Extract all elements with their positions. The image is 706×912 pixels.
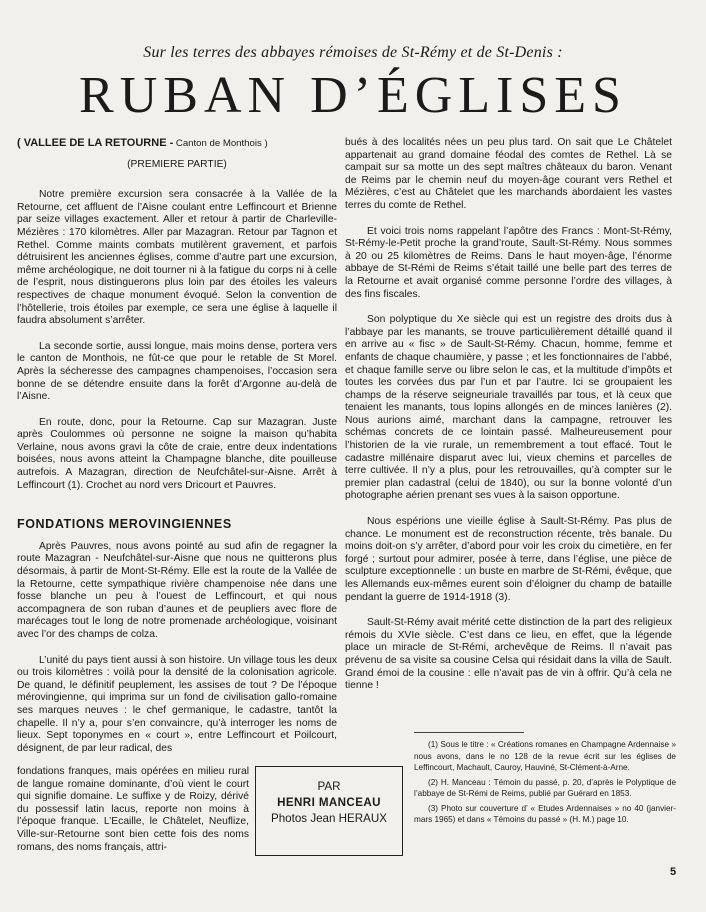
left-column	[17, 137, 337, 755]
article-title: RUBAN D’ÉGLISES	[79, 67, 627, 124]
left-paragraph-4: Après Pauvres, nous avons pointé au sud afin de regagner la route Mazagran - Neufchâtel-sur-Aisne que nous ne quitterons plus désormais, à partir de Mont-St-Rémy. Elle est la route de la Vallée de la Retourne, cette sympathique rivière champenoise née dans une fosse blanche un peu à l’ouest de Leffincourt, et qui nous accompagnera de son ruban d’aunes et de peupliers avec flore de marécages tout le long de notre promenade archéologique, voisinant avec l’or des champs de colza.	[17, 540, 337, 640]
left-paragraph-2: La seconde sortie, aussi longue, mais moins dense, portera vers le canton de Monthois, ne fût-ce que pour le retable de St Morel. Après la sécheresse des campagnes champenoises, l’occasion sera bonne de se détendre ensuite dans la forêt d’Argonne au-delà de l’Aisne.	[17, 340, 337, 403]
byline-box	[255, 766, 403, 856]
footnotes	[414, 732, 676, 829]
left-paragraph-3: En route, donc, pour la Retourne. Cap sur Mazagran. Juste après Coulommes où personne ne soigne la maison qu’habita Verlaine, nous avons gravi la côte de craie, entre deux indentations boisées, nous avons atteint la Champagne blanche, dite pouilleuse autrefois. A Mazagran, direction de Neufchâtel-sur-Aisne. Arrêt à Leffincourt (1). Crochet au nord vers Dricourt et Pauvres.	[17, 416, 337, 491]
section-heading-sub: Canton de Monthois )	[173, 138, 268, 149]
byline-par: PAR	[317, 780, 341, 793]
footnote-2: (2) H. Manceau : Témoin du passé, p. 20, d’après le Polyptique de l’abbaye de St-Rémi de Reims, publié par Guérard en 1853.	[414, 777, 676, 798]
subheading-fondations: FONDATIONS MEROVINGIENNES	[17, 517, 232, 532]
footnote-1: (1) Sous le titre : « Créations romanes en Champagne Ardennaise » nous avons, dans le no 128 de la revue écrit sur les églises de Leffincourt, Machault, Cauroy, Hauviné, St-Clément-à-Arne.	[414, 740, 676, 772]
section-heading-main: ( VALLEE DE LA RETOURNE -	[17, 137, 174, 149]
right-paragraph-4: Nous espérions une vieille église à Sault-St-Rémy. Pas plus de chance. Le monument est de reconstruction récente, très banale. Du moins doit-on s’y arrêter, d’abord pour voir les croix du cimetière, en fer forgé ; surtout pour admirer, posée à terre, dans l’église, une pièce de sculpture exceptionnelle : un buste en marbre de St-Rémi, évêque, que les Allemands eux-mêmes eurent soin d’éloigner du champ de bataille pendant la guerre de 1914-1918 (3).	[345, 516, 672, 603]
left-paragraph-1: Notre première excursion sera consacrée à la Vallée de la Retourne, cet affluent de l’Aisne coulant entre Leffincourt et Brienne par seize villages exactement. Aller et retour à partir de Charleville-Mézières : 170 kilomètres. Aller par Mazagran. Retour par Tagnon et Rethel. Comme maints combats mutilèrent gravement, et parfois détruisirent les anciennes églises, comme d’autre part une excursion, même archéologique, ne doit tourner ni à la fatigue du corps ni à celle de l’esprit, nous distinguerons plus loin par des étoiles les valeurs respectives de chaque monument évoqué. Selon la convention de l’hôtellerie, trois étoiles par exemple, ce sera une église à laquelle il faudra absolument s’arrêter.	[17, 189, 337, 327]
right-paragraph-2: Et voici trois noms rappelant l’apôtre des Francs : Mont-St-Rémy, St-Rémy-le-Petit proche la grand’route, Sault-St-Rémy. Nous sommes à 20 ou 25 kilomètres de Reims. Dans le haut moyen-âge, l’énorme abbaye de St-Rémi de Reims s’était taillé une belle part des terres de la Retourne et avait organisé comme personne l’ordre des villages, à des fins fiscales.	[345, 225, 672, 300]
right-paragraph-3: Son polyptique du Xe siècle qui est un registre des droits dus à l’abbaye par les manants, se trouve particulièrement détaillé quand il en arrive au « fisc » de Sault-St-Rémy. Chacun, homme, femme et enfants de chaque chaumière, y passe ; et les fonctionnaires de l’abbé, et chaque famille serve ou libre selon le cas, et la multitude d’impôts et toutes les corvées dus par l’un et par l’autre. Ici se groupaient les champs de la réserve seigneuriale travaillés par tous, et là ceux que tenaient les manants, tous lopins allongés en de minces lanières (2). Nous aurions aimé, marchant dans la campagne, retrouver les schémas concrets de ce lointain passé. Malheureusement pour l’historien de la vie rurale, un remembrement a tout effacé. Tout le cadastre millénaire disparut avec lui, vieux chemins et parcelles de terre cultivée. Il n’y a plus, pour les retrouvailles, qu’à compter sur le premier plan cadastral (celui de 1840), ou sur la bonne volonté d’un photographe aérien prenant ses vues à la saison opportune.	[345, 314, 672, 502]
left-paragraph-5: L’unité du pays tient aussi à son histoire. Un village tous les deux ou trois kilomètres : voilà pour la densité de la colonisation agricole. De quand, le définitif peuplement, les assises de tout ? De l’époque mérovingienne, qui imprima sur un fond de civilisation gallo-romaine ses marques neuves : le chef germanique, le cadastre, tantôt la chapelle. Il n’y a, pour s’en convaincre, qu’à interroger les noms de lieux. Sept toponymes en « court », entre Leffincourt et Poilcourt, désignent, de par leur radical, des	[17, 654, 337, 754]
right-paragraph-5: Sault-St-Rémy avait mérité cette distinction de la part des religieux rémois du XVIe siècle. C’est dans ce lieu, en effet, que la légende place un miracle de St-Rémi, archevêque de Reims. Il n’avait pas prévenu de sa visite sa cousine Celsa qui résidait dans la villa de Sault. Grand émoi de la cousine : elle n’avait pas de vin à offrir. Qu’à cela ne tienne !	[345, 617, 672, 692]
section-heading	[17, 137, 337, 151]
page-number: 5	[670, 866, 677, 878]
article-kicker: Sur les terres des abbayes rémoises de St-Rémy et de St-Denis :	[143, 44, 563, 61]
byline-author: HENRI MANCEAU	[277, 796, 381, 809]
right-column	[345, 137, 672, 706]
byline-photos: Photos Jean HERAUX	[271, 812, 387, 825]
right-paragraph-1: bués à des localités nées un peu plus tard. On sait que Le Châtelet appartenait au grand domaine féodal des comtes de Rethel. Là se campait sur sa motte un des sept maîtres châteaux du baron. Venant de Reims par le chemin neuf du moyen-âge courant vers Rethel et Mézières, c’est au Châtelet que les marchands abordaient les vastes terres du comte de Rethel.	[345, 137, 672, 211]
part-label: (PREMIERE PARTIE)	[127, 158, 227, 170]
footnote-rule	[414, 732, 524, 733]
left-paragraph-5-continued: fondations franques, mais opérées en milieu rural de langue romaine dominante, d’où vient le court qui signifie domaine. Le suffixe y de Roizy, dérivé du possessif latin lacus, reporte non moins à l’époque franque. L’Ecaille, le Châtelet, Neuflize, Ville-sur-Retourne sont bien cette fois des noms romans, des noms français, attri-	[17, 766, 249, 853]
footnote-3: (3) Photo sur couverture d’ « Etudes Ardennaises » no 40 (janvier-mars 1965) et dans « Témoins du passé » (H. M.) page 10.	[414, 803, 676, 824]
